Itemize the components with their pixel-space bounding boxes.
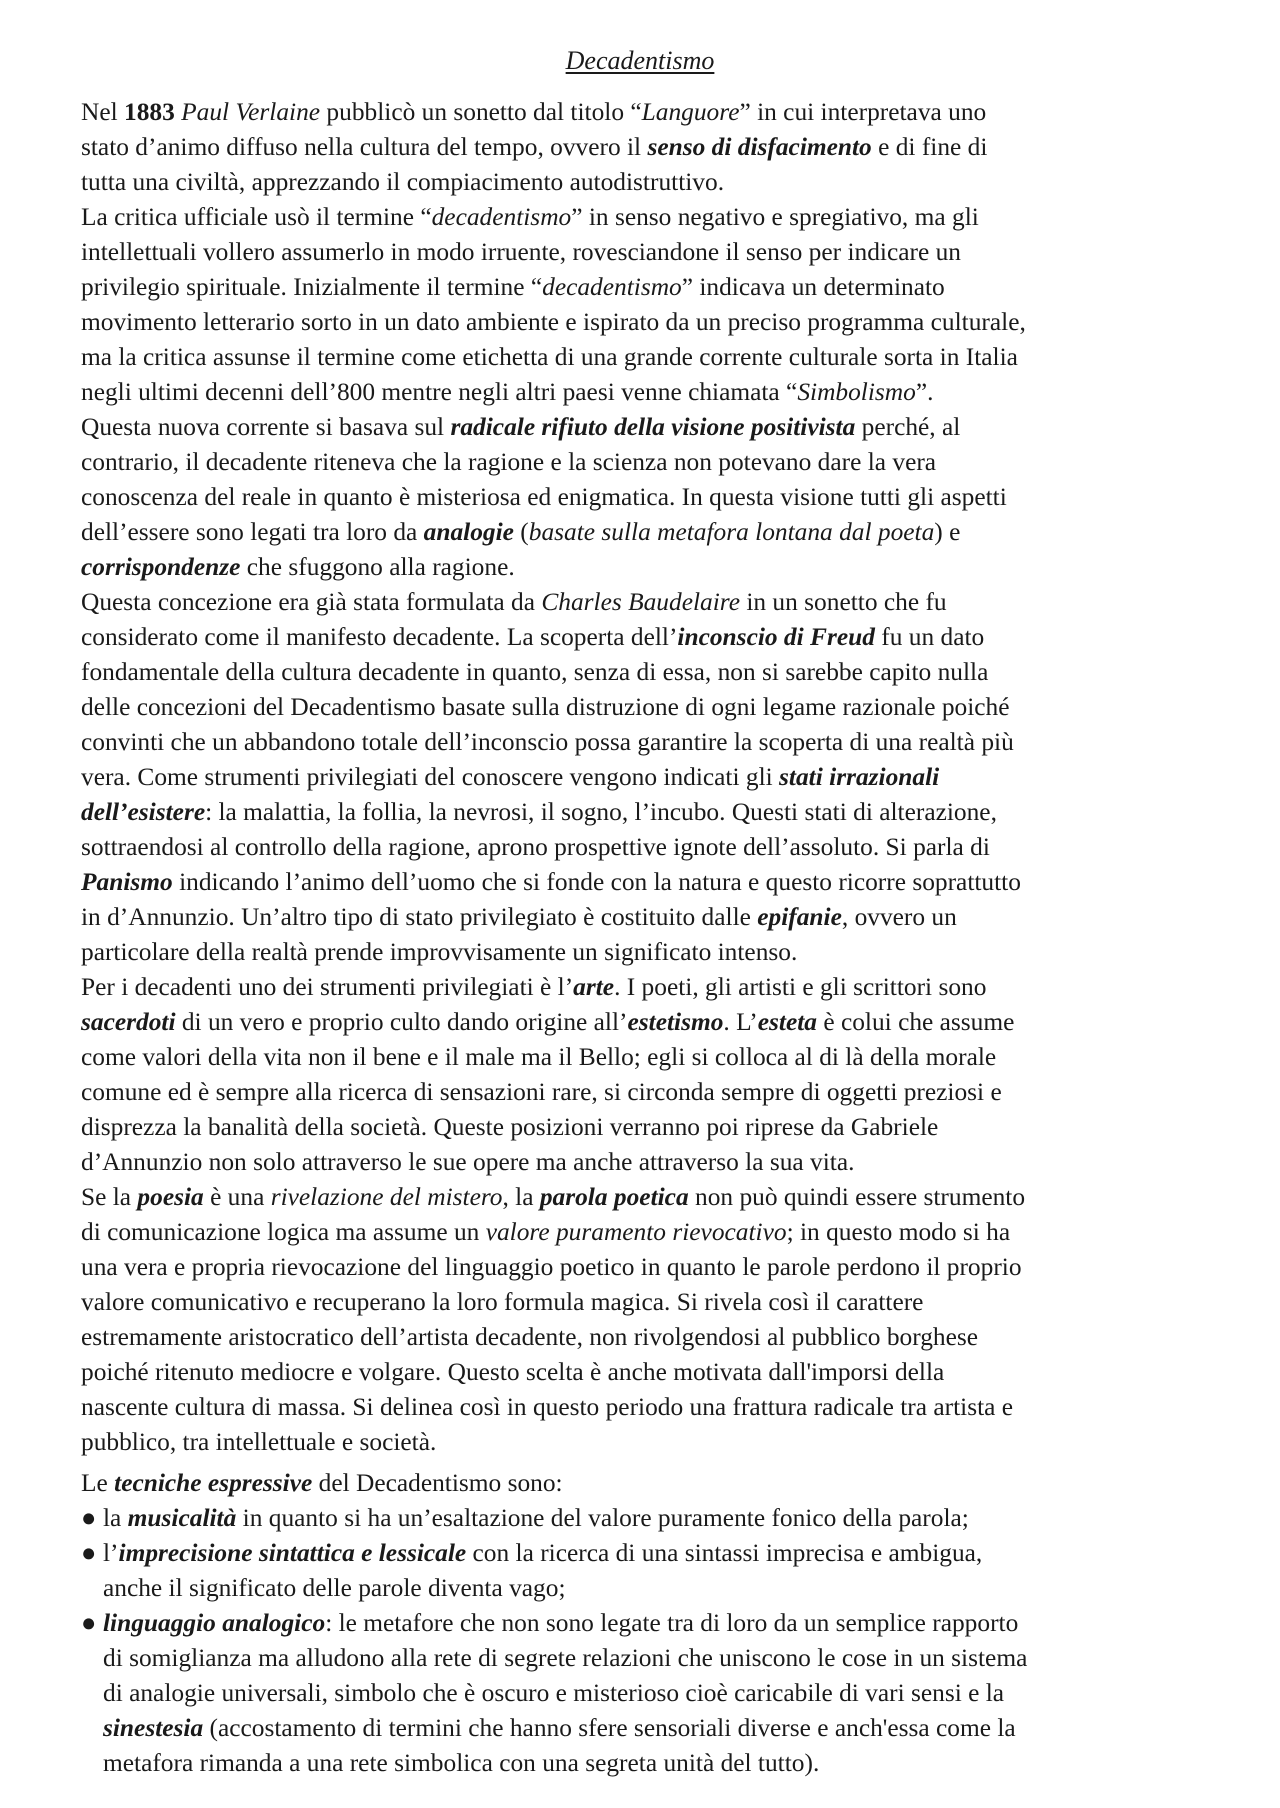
text-line [81, 760, 1231, 795]
text-run: in quanto si ha un’esaltazione del valore puramente fonico della parola; [236, 1504, 969, 1532]
text-run: e di fine di [871, 133, 988, 161]
text-line [81, 1005, 1231, 1040]
text-run: , la [502, 1183, 540, 1211]
text-line [81, 375, 1231, 410]
list-item-text [103, 1606, 1018, 1641]
bullet-icon: ● [81, 1609, 97, 1637]
emphasis-text: arte [573, 973, 615, 1001]
text-run: Questa concezione era già stata formulata da [81, 588, 542, 616]
emphasis-text: sacerdoti [81, 1008, 176, 1036]
emphasis-text: decadentismo [431, 203, 572, 231]
text-line [81, 1075, 1231, 1110]
text-line [81, 900, 1231, 935]
text-run: in d’Annunzio. Un’altro tipo di stato privilegiato è costituito dalle [81, 903, 758, 931]
text-run: intellettuali vollero assumerlo in modo irruente, rovesciandone il senso per indicare un [81, 238, 961, 266]
paragraph [81, 410, 1231, 585]
text-line [81, 725, 1231, 760]
list-intro [81, 1466, 1231, 1501]
text-run: fu un dato [874, 623, 985, 651]
page-title: Decadentismo [565, 46, 715, 75]
text-run: valore comunicativo e recuperano la loro formula magica. Si rivela così il carattere [81, 1288, 924, 1316]
paragraph [81, 585, 1231, 970]
text-run: movimento letterario sorto in un dato ambiente e ispirato da un preciso programma culturale, [81, 308, 1026, 336]
text-line [81, 585, 1231, 620]
text-run: dell’essere sono legati tra loro da [81, 518, 424, 546]
text-line [81, 95, 1231, 130]
text-line [81, 410, 1231, 445]
bullet-icon: ● [81, 1504, 97, 1532]
text-run: non può quindi essere strumento [688, 1183, 1026, 1211]
text-run: stato d’animo diffuso nella cultura del tempo, ovvero il [81, 133, 648, 161]
list-item-line [81, 1711, 1231, 1746]
text-run: ma la critica assunse il termine come etichetta di una grande corrente culturale sorta in Italia [81, 343, 1018, 371]
text-run: considerato come il manifesto decadente. La scoperta dell’ [81, 623, 678, 651]
text-run: ” in cui interpretava uno [739, 98, 987, 126]
text-run: l’ [103, 1539, 119, 1567]
text-run: comune ed è sempre alla ricerca di sensazioni rare, si circonda sempre di oggetti preziosi e [81, 1078, 1002, 1106]
text-run: indicando l’animo dell’uomo che si fonde con la natura e questo ricorre soprattutto [172, 868, 1021, 896]
text-line [81, 830, 1231, 865]
emphasis-text: estetismo [627, 1008, 724, 1036]
text-run: la [103, 1504, 128, 1532]
list-item-line [81, 1746, 1231, 1781]
text-run: . I poeti, gli artisti e gli scrittori sono [614, 973, 987, 1001]
text-run: Per i decadenti uno dei strumenti privilegiati è l’ [81, 973, 574, 1001]
text-run: : le metafore che non sono legate tra di loro da un semplice rapporto [325, 1609, 1019, 1637]
text-run: d’Annunzio non solo attraverso le sue opere ma anche attraverso la sua vita. [81, 1148, 855, 1176]
text-run: anche il significato delle parole diventa vago; [103, 1574, 566, 1602]
list-item [81, 1501, 1231, 1536]
text-line [81, 200, 1231, 235]
text-run: di comunicazione logica ma assume un [81, 1218, 486, 1246]
emphasis-text: parola poetica [539, 1183, 689, 1211]
text-line [81, 1180, 1231, 1215]
text-line [81, 270, 1231, 305]
text-run: delle concezioni del Decadentismo basate sulla distruzione di ogni legame razionale poiché [81, 693, 1010, 721]
emphasis-text: inconscio di Freud [677, 623, 875, 651]
text-run: , ovvero un [841, 903, 957, 931]
text-run: in un sonetto che fu [739, 588, 947, 616]
paragraph [81, 970, 1231, 1180]
emphasis-text: tecniche espressive [114, 1469, 313, 1497]
text-run: fondamentale della cultura decadente in quanto, senza di essa, non si sarebbe capito nulla [81, 658, 989, 686]
text-run: La critica ufficiale usò il termine “ [81, 203, 432, 231]
emphasis-text: Charles Baudelaire [541, 588, 740, 616]
text-line [81, 1110, 1231, 1145]
text-run: è una [203, 1183, 271, 1211]
list-item-line [81, 1536, 1231, 1571]
text-line [81, 655, 1231, 690]
text-run: contrario, il decadente riteneva che la ragione e la scienza non potevano dare la vera [81, 448, 937, 476]
list-item [81, 1606, 1231, 1781]
emphasis-text: corrispondenze [81, 553, 241, 581]
text-line [81, 130, 1231, 165]
text-line [81, 445, 1231, 480]
text-line [81, 550, 1231, 585]
text-run: metafora rimanda a una rete simbolica con una segreta unità del tutto). [103, 1749, 820, 1777]
text-run: poiché ritenuto mediocre e volgare. Questo scelta è anche motivata dall'imporsi della [81, 1358, 945, 1386]
text-run: che sfuggono alla ragione. [240, 553, 515, 581]
text-line [81, 235, 1231, 270]
list-item-text [103, 1501, 969, 1536]
text-line [81, 1145, 1231, 1180]
list-item-line [81, 1501, 1231, 1536]
text-line [81, 1425, 1231, 1460]
text-line [81, 340, 1231, 375]
emphasis-text: poesia [137, 1183, 204, 1211]
text-run: del Decadentismo sono: [312, 1469, 563, 1497]
text-run: negli ultimi decenni dell’800 mentre negli altri paesi venne chiamata “ [81, 378, 798, 406]
emphasis-text: dell’esistere [81, 798, 206, 826]
emphasis-text: linguaggio analogico [103, 1609, 326, 1637]
list-item-line [81, 1606, 1231, 1641]
emphasis-text: imprecisione sintattica e lessicale [118, 1539, 467, 1567]
list-item [81, 1536, 1231, 1606]
emphasis-text: Languore [641, 98, 740, 126]
text-line [81, 1355, 1231, 1390]
bullet-list [81, 1501, 1231, 1781]
text-line [81, 1250, 1231, 1285]
emphasis-text: sinestesia [103, 1714, 204, 1742]
text-run: pubblico, tra intellettuale e società. [81, 1428, 437, 1456]
text-run: di somiglianza ma alludono alla rete di segrete relazioni che uniscono le cose in un sistema [103, 1644, 1028, 1672]
emphasis-text: Paul Verlaine [181, 98, 321, 126]
text-line [81, 1040, 1231, 1075]
text-run: nascente cultura di massa. Si delinea così in questo periodo una frattura radicale tra artista e [81, 1393, 1014, 1421]
bullet-icon: ● [81, 1539, 97, 1567]
list-item-text [103, 1536, 982, 1571]
text-run: è colui che assume [816, 1008, 1015, 1036]
emphasis-text: musicalità [127, 1504, 237, 1532]
list-item-line [81, 1676, 1231, 1711]
text-run: Nel [81, 98, 125, 126]
text-line [81, 305, 1231, 340]
paragraph [81, 95, 1231, 200]
emphasis-text: Simbolismo [797, 378, 916, 406]
text-line [81, 165, 1231, 200]
text-line [81, 515, 1231, 550]
text-run: tutta una civiltà, apprezzando il compiacimento autodistruttivo. [81, 168, 725, 196]
text-run: ) e [934, 518, 961, 546]
text-line [81, 970, 1231, 1005]
emphasis-text: stati irrazionali [779, 763, 940, 791]
paragraph [81, 1180, 1231, 1460]
paragraph [81, 200, 1231, 410]
text-run: come valori della vita non il bene e il male ma il Bello; egli si colloca al di là della morale [81, 1043, 997, 1071]
text-run: : la malattia, la follia, la nevrosi, il sogno, l’incubo. Questi stati di alterazione, [205, 798, 997, 826]
text-line [81, 1215, 1231, 1250]
emphasis-text: basate sulla metafora lontana dal poeta [528, 518, 935, 546]
text-line [81, 935, 1231, 970]
emphasis-text: epifanie [757, 903, 842, 931]
text-run: ” indicava un determinato [681, 273, 945, 301]
text-line [81, 1285, 1231, 1320]
text-line [81, 690, 1231, 725]
emphasis-text: radicale rifiuto della visione positivista [450, 413, 856, 441]
text-run: perché, al [855, 413, 961, 441]
emphasis-text: senso di disfacimento [647, 133, 872, 161]
emphasis-text: decadentismo [542, 273, 682, 301]
text-run: . L’ [723, 1008, 758, 1036]
text-line [81, 865, 1231, 900]
list-item-line [81, 1641, 1231, 1676]
text-run: pubblicò un sonetto dal titolo “ [320, 98, 642, 126]
emphasis-text: 1883 [124, 98, 175, 126]
text-run: sottraendosi al controllo della ragione, aprono prospettive ignote dell’assoluto. Si parla di [81, 833, 990, 861]
text-run: Le [81, 1469, 115, 1497]
text-run: ”. [915, 378, 934, 406]
text-run: vera. Come strumenti privilegiati del conoscere vengono indicati gli [81, 763, 780, 791]
text-line [81, 1320, 1231, 1355]
text-run: con la ricerca di una sintassi imprecisa e ambigua, [466, 1539, 983, 1567]
emphasis-text: valore puramento rievocativo [485, 1218, 787, 1246]
text-run: ; in questo modo si ha [786, 1218, 1011, 1246]
text-line [81, 620, 1231, 655]
text-run: disprezza la banalità della società. Queste posizioni verranno poi riprese da Gabriele [81, 1113, 939, 1141]
document-body [81, 95, 1231, 1781]
text-line [81, 795, 1231, 830]
text-run: privilegio spirituale. Inizialmente il termine “ [81, 273, 543, 301]
emphasis-text: Panismo [81, 868, 173, 896]
text-run: (accostamento di termini che hanno sfere sensoriali diverse e anch'essa come la [203, 1714, 1016, 1742]
emphasis-text: rivelazione del mistero [270, 1183, 503, 1211]
text-run: ” in senso negativo e spregiativo, ma gli [571, 203, 979, 231]
text-run: estremamente aristocratico dell’artista decadente, non rivolgendosi al pubblico borghese [81, 1323, 979, 1351]
text-run: conoscenza del reale in quanto è misteriosa ed enigmatica. In questa visione tutti gli aspetti [81, 483, 1007, 511]
text-line [81, 1390, 1231, 1425]
text-run: Se la [81, 1183, 138, 1211]
emphasis-text: analogie [423, 518, 514, 546]
text-run: una vera e propria rievocazione del linguaggio poetico in quanto le parole perdono il proprio [81, 1253, 1022, 1281]
text-run: particolare della realtà prende improvvisamente un significato intenso. [81, 938, 798, 966]
list-item-line [81, 1571, 1231, 1606]
text-run: ( [513, 518, 529, 546]
text-run: di un vero e proprio culto dando origine all’ [175, 1008, 628, 1036]
text-run: Questa nuova corrente si basava sul [81, 413, 451, 441]
text-line [81, 480, 1231, 515]
text-run: di analogie universali, simbolo che è oscuro e misterioso cioè caricabile di vari sensi e la [103, 1679, 1005, 1707]
text-run: convinti che un abbandono totale dell’inconscio possa garantire la scoperta di una realtà più [81, 728, 1014, 756]
emphasis-text: esteta [757, 1008, 817, 1036]
